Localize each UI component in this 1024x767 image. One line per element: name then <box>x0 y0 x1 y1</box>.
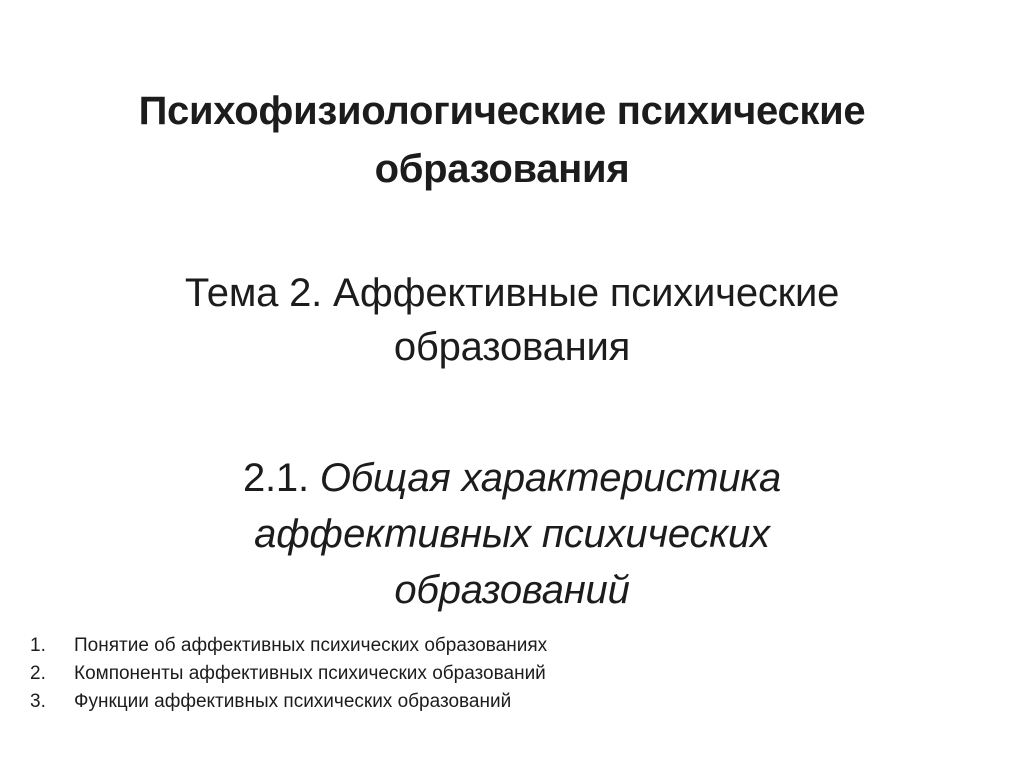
subtopic-title-line-1 <box>40 450 984 506</box>
plan-item-number: 1. <box>30 635 46 656</box>
plan-item <box>30 688 930 716</box>
course-title-line-2: образования <box>374 147 630 191</box>
topic-title <box>40 266 984 374</box>
subtopic-title-line-3: образований <box>394 568 630 612</box>
plan-item-number: 3. <box>30 691 46 712</box>
course-title-line-1: Психофизиологические психические <box>138 89 866 133</box>
subtopic-title-line-2: аффективных психических <box>254 512 770 556</box>
topic-title-line-2: образования <box>393 325 631 369</box>
plan-item <box>30 660 930 688</box>
topic-title-line-1: Тема 2. Аффективные психические <box>184 271 840 315</box>
course-title <box>40 82 964 198</box>
subtopic-title <box>40 450 984 618</box>
plan-item-text: Функции аффективных психических образований <box>74 691 512 712</box>
plan-item-text: Компоненты аффективных психических образований <box>74 663 546 684</box>
plan-item-text: Понятие об аффективных психических образованиях <box>74 635 548 656</box>
plan-item <box>30 632 930 660</box>
subtopic-title-text-1: Общая характеристика <box>319 456 782 500</box>
plan-list <box>30 632 930 716</box>
subtopic-number: 2.1. <box>242 456 309 500</box>
plan-item-number: 2. <box>30 663 46 684</box>
